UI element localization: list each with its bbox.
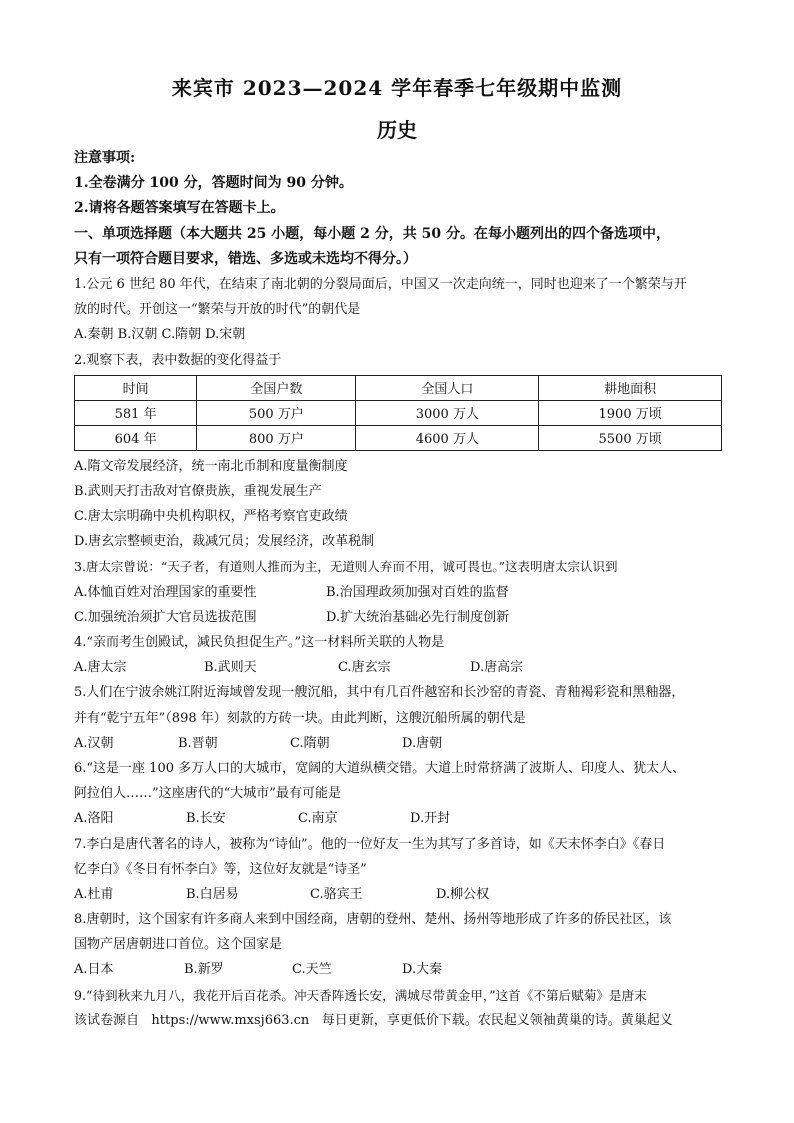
- table-cell: 1900 万顷: [539, 400, 722, 425]
- question-3-option-a: A.体恤百姓对治理国家的重要性: [74, 584, 257, 600]
- question-6-option-a: A.洛阳: [74, 811, 114, 827]
- table-cell: 500 万户: [197, 400, 356, 425]
- subject-title: 历史: [377, 118, 417, 142]
- question-8-option-b: B.新罗: [184, 962, 224, 978]
- question-7-stem: 7.李白是唐代著名的诗人，被称为“诗仙”。他的一位好友一生为其写了多首诗，如《天末怀李白》《春日: [74, 836, 666, 852]
- exam-title: 来宾市 2023—2024 学年春季七年级期中监测: [171, 76, 623, 100]
- question-7-option-a: A.杜甫: [74, 886, 114, 902]
- question-2-option-b: B.武则天打击敌对官僚贵族，重视发展生产: [74, 483, 322, 499]
- source-note-prefix: 该试卷源自: [74, 1012, 140, 1028]
- table-cell: 581 年: [75, 400, 197, 425]
- exam-content: [74, 146, 724, 1033]
- question-1-options: A.秦朝 B.汉朝 C.隋朝 D.宋朝: [74, 327, 246, 343]
- question-1-stem-cont: 放的时代。开创这一“繁荣与开放的时代”的朝代是: [74, 302, 361, 318]
- table-header-cell: 全国人口: [356, 375, 539, 400]
- question-4-stem: 4.“亲而考生创殿试，减民负担促生产。”这一材料所关联的人物是: [74, 635, 445, 650]
- table-row: [75, 400, 722, 425]
- question-6-stem: 6.“这是一座 100 多万人口的大城市，宽阔的大道纵横交错。大道上时常挤满了波斯人、印度人、犹太人、: [74, 760, 686, 776]
- question-6-stem-cont: 阿拉伯人……”这座唐代的“大城市”最有可能是: [74, 786, 341, 802]
- table-header-cell: 时间: [75, 375, 197, 400]
- question-7-option-d: D.柳公权: [436, 886, 490, 902]
- section-heading-cont: 只有一项符合题目要求，错选、多选或未选均不得分。）: [74, 250, 417, 267]
- question-2-option-d: D.唐玄宗整顿吏治，裁减冗员；发展经济，改革税制: [74, 534, 375, 550]
- question-7-option-c: C.骆宾王: [310, 886, 363, 902]
- question-4-option-a: A.唐太宗: [74, 660, 127, 676]
- table-header-cell: 耕地面积: [539, 375, 722, 400]
- question-4-options-row: [74, 655, 724, 680]
- question-6-option-c: C.南京: [298, 811, 338, 827]
- table-cell: 3000 万人: [356, 400, 539, 425]
- question-3-option-d: D.扩大统治基础必先行制度创新: [326, 609, 510, 625]
- question-3-option-b: B.治国理政须加强对百姓的监督: [326, 584, 509, 600]
- question-6-option-b: B.长安: [186, 811, 226, 827]
- question-8-options-row: [74, 957, 724, 982]
- question-7-option-b: B.白居易: [186, 886, 239, 902]
- question-3-option-c: C.加强统治须扩大官员选拔范围: [74, 609, 257, 625]
- table-cell: 5500 万顷: [539, 425, 722, 450]
- question-7-options-row: [74, 882, 724, 907]
- question-8-stem-cont: 国物产居唐朝进口首位。这个国家是: [74, 937, 283, 953]
- data-table: [74, 375, 722, 451]
- question-8-option-a: A.日本: [74, 962, 114, 978]
- source-note-suffix: 每日更新，享更低价下载。农民起义领袖黄巢的诗。黄巢起义: [321, 1012, 673, 1028]
- question-3-options-row: [74, 580, 724, 605]
- table-cell: 4600 万人: [356, 425, 539, 450]
- question-4-option-c: C.唐玄宗: [338, 660, 391, 676]
- question-2-option-c: C.唐太宗明确中央机构职权，严格考察官吏政绩: [74, 509, 348, 525]
- question-1-stem: 1.公元 6 世纪 80 年代，在结束了南北朝的分裂局面后，中国又一次走向统一，同时也迎来了一个繁荣与开: [74, 276, 687, 292]
- table-cell: 604 年: [75, 425, 197, 450]
- question-6-options-row: [74, 806, 724, 831]
- table-cell: 800 万户: [197, 425, 356, 450]
- question-5-option-d: D.唐朝: [402, 735, 443, 751]
- table-row: [75, 425, 722, 450]
- question-3-stem: 3.唐太宗曾说：“天子者，有道则人推而为主，无道则人弃而不用，诚可畏也。”这表明唐太宗认识到: [74, 559, 618, 575]
- notice-item: 1.全卷满分 100 分，答题时间为 90 分钟。: [74, 175, 353, 192]
- question-5-option-c: C.隋朝: [290, 735, 330, 751]
- question-8-stem: 8.唐朝时，这个国家有许多商人来到中国经商，唐朝的登州、楚州、扬州等地形成了许多的侨民社区，该: [74, 912, 672, 928]
- notice-heading: 注意事项:: [74, 150, 136, 166]
- question-8-option-d: D.大秦: [402, 962, 443, 978]
- notice-item: 2.请将各题答案填写在答题卡上。: [74, 200, 285, 217]
- question-7-stem-cont: 忆李白》《冬日有怀李白》等，这位好友就是“诗圣”: [74, 861, 367, 877]
- question-2-option-a: A.隋文帝发展经济，统一南北币制和度量衡制度: [74, 458, 348, 474]
- question-8-option-c: C.天竺: [292, 962, 332, 978]
- question-9-stem: 9.“待到秋来九月八，我花开后百花杀。冲天香阵透长安，满城尽带黄金甲，”这首《不第后赋菊》是唐末: [74, 987, 647, 1003]
- question-2-stem: 2.观察下表，表中数据的变化得益于: [74, 352, 282, 368]
- question-5-stem-cont: 并有“乾宁五年”（898 年）刻款的方砖一块。由此判断，这艘沉船所属的朝代是: [74, 710, 526, 726]
- question-6-option-d: D.开封: [410, 811, 451, 827]
- question-5-options-row: [74, 731, 724, 756]
- question-4-option-d: D.唐高宗: [470, 660, 524, 676]
- table-header-cell: 全国户数: [197, 375, 356, 400]
- section-heading: 一、单项选择题（本大题共 25 小题，每小题 2 分，共 50 分。在每小题列出的四个备选项中，: [74, 225, 670, 242]
- table-header-row: [75, 375, 722, 400]
- question-9-stem-cont: [74, 1008, 724, 1033]
- question-5-option-b: B.晋朝: [178, 735, 218, 751]
- question-3-options-row: [74, 605, 724, 630]
- question-5-stem: 5.人们在宁波余姚江附近海域曾发现一艘沉船，其中有几百件越窑和长沙窑的青瓷、青釉褐彩瓷和黑釉器，: [74, 685, 685, 701]
- question-4-option-b: B.武则天: [204, 660, 257, 676]
- source-url-link[interactable]: https://www.mxsj663.cn: [151, 1012, 310, 1028]
- question-5-option-a: A.汉朝: [74, 735, 114, 751]
